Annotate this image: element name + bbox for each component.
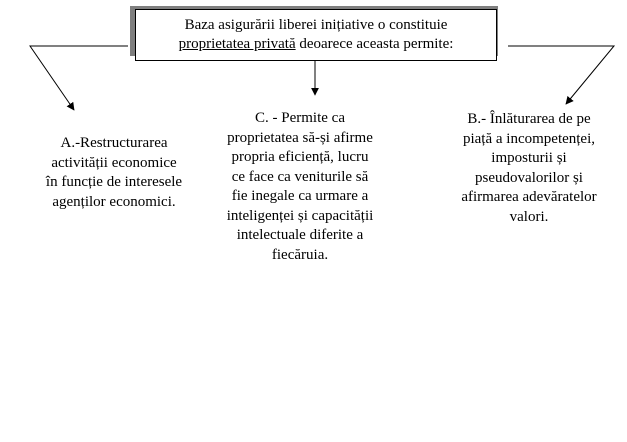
arrow-to-branch-b [508,46,614,104]
branch-b-line: imposturii și [491,150,567,166]
root-underlined-text: proprietatea privată [178,36,296,52]
branch-c-line: ce face ca veniturile să [231,168,369,185]
branch-b-line: pseudovalorilor și [475,169,583,186]
branch-a-line: agenților economici. [52,193,176,210]
branch-b-line: piață a incompetenței, [462,130,596,147]
branch-b-line: B.- Înlăturarea de pe [467,111,591,127]
branch-c-line: propria eficiență, lucru [231,149,369,165]
branch-b [432,110,626,227]
branch-a-line: în funcție de interesele [45,174,183,190]
branch-b-line: afirmarea adevăratelor [461,189,597,205]
branch-a [34,134,194,212]
root-text-after-underline: deoarece aceasta permite: [295,36,454,52]
arrow-to-branch-a [30,46,128,110]
branch-c-line: inteligenței și capacității [226,207,374,224]
branch-a-line: activității economice [51,154,177,171]
branch-c [208,109,392,265]
branch-c-line: intelectuale diferite a [236,227,364,243]
branch-a-line: A.-Restructurarea [60,135,168,151]
root-line-2 [136,35,496,54]
root-box [135,9,497,61]
branch-b-line: valori. [509,208,549,225]
root-line-1: Baza asigurării liberei inițiative o constituie [184,17,448,33]
branch-c-line: C. - Permite ca [255,110,345,126]
branch-c-line: proprietatea să-și afirme [227,129,373,146]
branch-c-line: fiecăruia. [271,246,329,263]
branch-c-line: fie inegale ca urmare a [231,188,369,204]
